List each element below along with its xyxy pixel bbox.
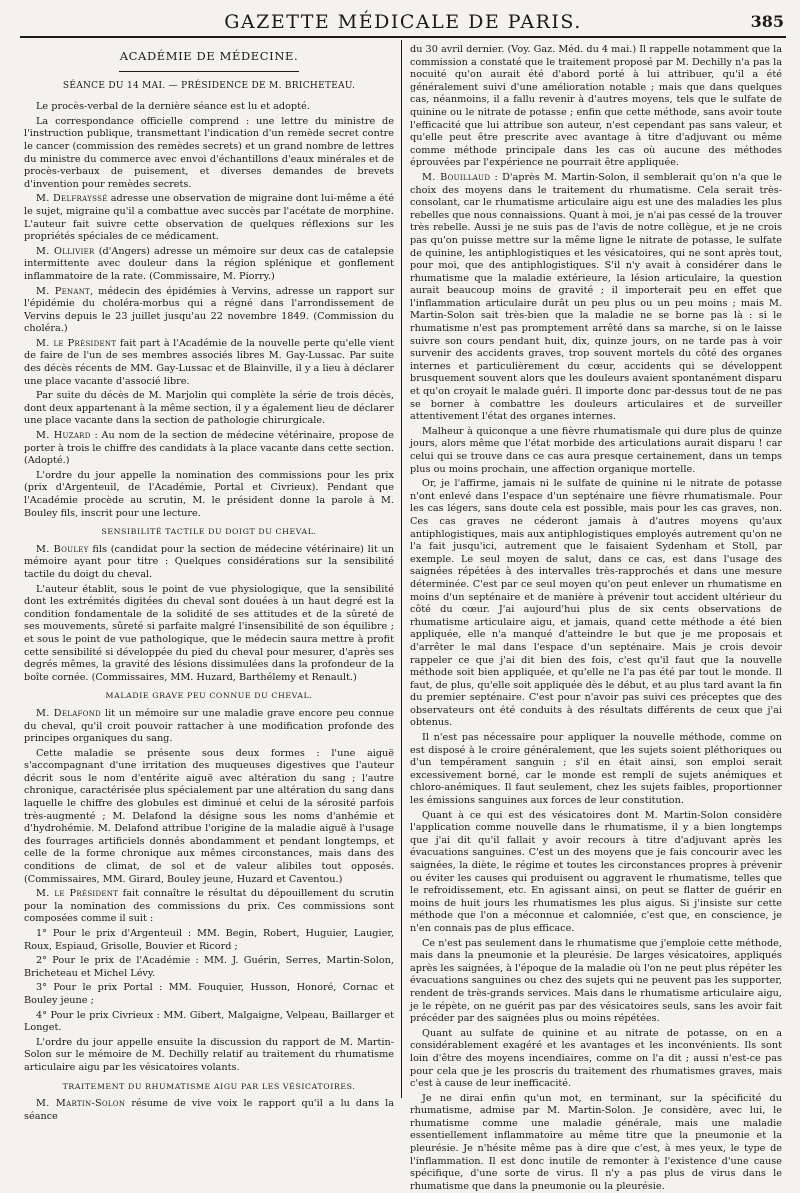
paragraph: M. Delfrayssé adresse une observation de migraine dont lui-même a été le sujet, migraine qu'il a combattue avec succès par l'acétate de morphine. L'auteur fait suivre cette observation de quelques réflexions sur les propriétés spéciales de ce médicament. xyxy=(24,193,394,243)
paragraph: M. Ollivier (d'Angers) adresse un mémoire sur deux cas de catalepsie intermittente avec douleur dans la région splénique et gonflement inflammatoire de la rate. (Commissaire, M. Piorry.) xyxy=(24,245,394,282)
list-item: 4° Pour le prix Civrieux : MM. Gibert, Malgaigne, Velpeau, Baillarger et Longet. xyxy=(24,1009,394,1034)
paragraph: Il n'est pas nécessaire pour appliquer la nouvelle méthode, comme on est disposé à le croire généralement, que les sujets soient pléthoriques ou d'un tempérament sanguin ; s'il en était ainsi, son emploi serait excessivement borné, car le monde est rempli de sujets anémiques et chloro-anémiques. Il faut seulement, chez les sujets faibles, proportionner les émissions sanguines aux forces de leur constitution. xyxy=(410,732,782,807)
page-number: 385 xyxy=(750,12,784,31)
paragraph: M. Delafond lit un mémoire sur une maladie grave encore peu connue du cheval, qu'il croit pouvoir rattacher à une modification profonde des principes organiques du sang. xyxy=(24,707,394,745)
paragraph: Ce n'est pas seulement dans le rhumatisme que j'emploie cette méthode, mais dans la pneumonie et la pleurésie. De larges vésicatoires, appliqués après les saignées, à l'époque de la maladie où l'on ne peut plus répéter les évacuations sanguines ou chez des sujets qui ne peuvent pas les supporter, rendent de très-grands services. Mais dans le rhumatisme articulaire aigu, je le répète, on ne guérit pas par des vésicatoires seuls, sans les avoir fait précéder par des saignées plus ou moins répétées. xyxy=(410,937,782,1025)
speaker-name: M. Ollivier xyxy=(36,245,95,257)
paragraph: Cette maladie se présente sous deux formes : l'une aiguë s'accompagnant d'une irritation des muqueuses digestives que l'auteur décrit sous le nom d'entérite aiguë avec altération du sang ; l'autre chronique, caractérisée plus spécialement par une altération du sang dans laquelle le chiffre des globules est diminué et celui de la sérosité parfois très-augmenté ; M. Delafond la désigne sous les noms d'anhémie et d'hydrohémie. M. Delafond attribue l'origine de la maladie aiguë à l'usage des fourrages artificiels donnés abondamment et pendant longtemps, et celle de la forme chronique aux mêmes circonstances, mais dans des conditions de climat, de sol et de valeur alibiles tout opposés. (Commissaires, MM. Girard, Bouley jeune, Huzard et Caventou.) xyxy=(24,747,394,885)
left-column xyxy=(24,44,395,1122)
speaker-name: M. Delafond xyxy=(36,707,102,719)
session-heading: SÉANCE DU 14 MAI. — PRÉSIDENCE DE M. BRICHETEAU. xyxy=(62,80,356,91)
section-heading: MALADIE GRAVE PEU CONNUE DU CHEVAL. xyxy=(105,691,313,701)
list-item: 1° Pour le prix d'Argenteuil : MM. Begin, Robert, Huguier, Laugier, Roux, Espiaud, Grisolle, Bouvier et Ricord ; xyxy=(24,928,394,952)
speaker-name: M. Delfrayssé xyxy=(36,193,108,205)
speaker-name: M. Bouillaud xyxy=(422,171,491,183)
speaker-name: M. Penant xyxy=(36,285,91,297)
paragraph: M. Huzard : Au nom de la section de médecine vétérinaire, propose de porter à trois le chiffre des candidats à la place vacante dans cette section. (Adopté.) xyxy=(24,430,394,467)
paragraph: M. Bouillaud : D'après M. Martin-Solon, il semblerait qu'on n'a que le choix des moyens dans le traitement du rhumatisme. Cela serait très-consolant, car le rhumatisme articulaire aigu est une des maladies les plus rebelles que nous connaissions. Quant à moi, je n'ai pas cessé de la trouver très rebelle. Aussi je ne suis pas de l'avis de notre collègue, et je ne crois pas qu'on puisse mettre sur la même ligne le nitrate de potasse, le sulfate de quinine, les antiphlogistiques et les vésicatoires, qui ne sont après tout, pour moi, que des antiphlogistiques. S'il n'y avait à considérer dans le rhumatisme que la maladie extérieure, la lésion articulaire, la question aurait beaucoup moins de gravité ; il importerait peu en effet que l'inflammation articulaire durât un peu plus ou un peu moins ; mais M. Martin-Solon sait très-bien que la maladie ne se borne pas là : si le rhumatisme n'est pas promptement arrêté dans sa marche, si on le laisse suivre son cours pendant huit, dix, quinze jours, on ne tarde pas à voir survenir des accidents graves, trop souvent mortels du côté des organes internes et particulièrement du cœur, accidents qui se développent brusquement souvent alors que les douleurs avaient spontanément disparu et qu'on croyait le malade guéri. Il importe donc par-dessus tout de ne pas se borner à combattre les douleurs articulaires et de surveiller attentivement l'état des organes internes. xyxy=(410,171,782,423)
paragraph: Le procès-verbal de la dernière séance est lu et adopté. xyxy=(36,101,310,113)
paragraph: M. le Président fait part à l'Académie de la nouvelle perte qu'elle vient de faire de l'un de ses membres associés libres M. Gay-Lussac. Par suite des décès récents de MM. Gay-Lussac et de Blainville, il y a lieu à déclarer une place vacante d'associé libre. xyxy=(24,337,394,387)
title-rule xyxy=(119,71,299,72)
speaker-name: M. le Président xyxy=(36,888,119,900)
paragraph: Quant au sulfate de quinine et au nitrate de potasse, on en a considérablement exagéré et les avantages et les inconvénients. Ils sont loin d'être des moyens incendiaires, comme on l'a dit ; aussi n'est-ce pas pour cela que je les proscris du traitement des rhumatismes graves, mais c'est à cause de leur inefficacité. xyxy=(410,1027,782,1090)
paragraph: M. Martin-Solon résume de vive voix le rapport qu'il a lu dans la séance xyxy=(24,1098,395,1122)
page-title: GAZETTE MÉDICALE DE PARIS. xyxy=(224,11,582,33)
paragraph: Quant à ce qui est des vésicatoires dont M. Martin-Solon considère l'application comme nouvelle dans le rhumatisme, il y a bien longtemps que j'ai dit qu'il fallait y avoir recours à titre d'adjuvant après les évacuations sanguines. C'est un des moyens que je fais concourir avec les saignées, la diète, le régime et toutes les circonstances propres à prévenir ou éviter les causes qui produisent ou aggravent le rhumatisme, telles que le refroidissement, etc. En agissant ainsi, on peut se flatter de guérir en moins de huit jours les rhumatismes les plus aigus. Si j'insiste sur cette méthode que l'on a méconnue et calomniée, c'est que, en conscience, je n'en connais pas de plus efficace. xyxy=(410,809,782,934)
section-title: ACADÉMIE DE MÉDECINE. xyxy=(119,49,299,63)
paragraph: Or, je l'affirme, jamais ni le sulfate de quinine ni le nitrate de potasse n'ont enlevé dans l'espace d'un septénaire une fièvre rhumatismale. Pour les cas légers, sans doute cela est possible, mais pour les cas graves, non. Ces cas graves ne céderont jamais à d'autres moyens qu'aux antiphlogistiques, mais aux antiphlogistiques employés autrement qu'on ne l'a fait jusqu'ici, autrement que le faisaient Sydenham et Stoll, par exemple. Le seul moyen de salut, dans ce cas, est dans l'usage des saignées répétées à des intervalles très-rapprochés et dans une mesure déterminée. C'est par ce seul moyen qu'on peut enlever un rhumatisme en moins d'un septénaire et de manière à prévenir tout accident ultérieur du côté du cœur. J'ai aujourd'hui plus de six cents observations de rhumatisme articulaire aigu, et jamais, quand cette méthode a été bien appliquée, elle n'a manqué d'atteindre le but que je me proposais et d'arrêter le mal dans l'espace d'un septénaire. Mais je crois devoir rappeler ce que j'ai dit bien des fois, c'est qu'il faut que la nouvelle méthode soit bien appliquée, et qu'elle ne l'a pas été par tout le monde. Il faut, de plus, qu'elle soit appliquée dès le début, et au plus tard avant la fin du premier septénaire. C'est pour n'avoir pas suivi ces préceptes que des observateurs ont été conduits à des résultats différents de ceux que j'ai obtenus. xyxy=(410,478,782,729)
paragraph: Par suite du décès de M. Marjolin qui complète la série de trois décès, dont deux appartenant à la même section, il y a également lieu de déclarer une place vacante dans la section de pathologie chirurgicale. xyxy=(24,390,394,427)
paragraph: L'auteur établit, sous le point de vue physiologique, que la sensibilité dont les extrémités digitées du cheval sont douées à un haut degré est la condition fondamentale de la solidité de ses attitudes et de la sûreté de ses mouvements, sûreté si parfaite malgré l'insensibilité de son équilibre ; et sous le point de vue pathologique, que le médecin saura mettre à profit cette sensibilité si développée du pied du cheval pour mesurer, d'après ses degrés mêmes, la gravité des lésions dissimulées dans la profondeur de la boîte cornée. (Commissaires, MM. Huzard, Barthélemy et Renault.) xyxy=(24,583,394,683)
section-heading: SENSIBILITÉ TACTILE DU DOIGT DU CHEVAL. xyxy=(101,527,317,537)
paragraph: L'ordre du jour appelle la nomination des commissions pour les prix (prix d'Argenteuil, de l'Académie, Portal et Civrieux). Pendant que l'Académie procède au scrutin, M. le président donne la parole à M. Bouley fils, inscrit pour une lecture. xyxy=(24,469,394,519)
paragraph: L'ordre du jour appelle ensuite la discussion du rapport de M. Martin-Solon sur le mémoire de M. Dechilly relatif au traitement du rhumatisme articulaire aigu par les vésicatoires volants. xyxy=(24,1036,394,1073)
paragraph: M. Bouley fils (candidat pour la section de médecine vétérinaire) lit un mémoire ayant pour titre : Quelques considérations sur la sensibilité tactile du doigt du cheval. xyxy=(24,543,394,580)
paragraph: M. Penant, médecin des épidémies à Vervins, adresse un rapport sur l'épidémie du choléra-morbus qui a régné dans l'arrondissement de Vervins depuis le 23 juillet jusqu'au 22 novembre 1849. (Commission du choléra.) xyxy=(24,285,394,335)
paragraph: La correspondance officielle comprend : une lettre du ministre de l'instruction publique, transmettant l'indication d'un remède secret contre le cancer (commission des remèdes secrets) et un grand nombre de lettres du ministre du commerce avec envoi d'échantillons d'eaux minérales et de procès-verbaux de puisement, et diverses demandes de brevets d'invention pour remèdes secrets. xyxy=(24,115,394,190)
paragraph: Malheur à quiconque a une fièvre rhumatismale qui dure plus de quinze jours, alors même que l'état morbide des articulations aurait disparu ! car celui qui se trouve dans ce cas aura presque certainement, dans un temps plus ou moins prochain, une affection organique mortelle. xyxy=(410,425,782,475)
paragraph: Je ne dirai enfin qu'un mot, en terminant, sur la spécificité du rhumatisme, admise par M. Martin-Solon. Je considère, avec lui, le rhumatisme comme une maladie générale, mais une maladie essentiellement inflammatoire au même titre que la pneumonie et la pleurésie. Je n'hésite même pas à dire que c'est, à mes yeux, le type de l'inflammation. Il est donc inutile de remonter à l'existence d'une cause spécifique, d'une sorte de virus. Il n'y a pas plus de virus dans le rhumatisme que dans la pneumonie ou la pleurésie. xyxy=(410,1092,782,1192)
running-head xyxy=(20,8,786,38)
column-divider xyxy=(401,40,402,1098)
paragraph: M. le Président fait connaître le résultat du dépouillement du scrutin pour la nomination des commissions du prix. Ces commissions sont composées comme il suit : xyxy=(24,888,394,925)
list-item: 3° Pour le prix Portal : MM. Fouquier, Husson, Honoré, Cornac et Bouley jeune ; xyxy=(24,982,394,1006)
speaker-name: M. Martin-Solon xyxy=(36,1098,126,1110)
list-item: 2° Pour le prix de l'Académie : MM. J. Guérin, Serres, Martin-Solon, Bricheteau et Michel Lévy. xyxy=(24,955,394,979)
speaker-name: M. le Président xyxy=(36,337,117,349)
section-heading: TRAITEMENT DU RHUMATISME AIGU PAR LES VÉSICATOIRES. xyxy=(62,1081,356,1091)
right-column xyxy=(410,44,782,1192)
speaker-name: M. Bouley xyxy=(36,543,89,555)
paragraph: du 30 avril dernier. (Voy. Gaz. Méd. du 4 mai.) Il rappelle notamment que la commission a constaté que le traitement proposé par M. Dechilly n'a pas la nocuité qu'on aurait été d'abord porté à lui attribuer, qu'il a été généralement suivi d'une amélioration notable ; mais que dans quelques cas, néanmoins, il a fallu revenir à d'autres moyens, tels que le sulfate de quinine ou le nitrate de potasse ; enfin que cette méthode, sans avoir toute l'efficacité que lui attribue son auteur, n'est cependant pas sans valeur, et qu'elle peut être prescrite avec avantage à titre d'adjuvant ou même comme méthode principale dans les cas où aucune des méthodes éprouvées par l'expérience ne pourrait être appliquée. xyxy=(410,44,782,169)
speaker-name: M. Huzard xyxy=(36,430,91,442)
